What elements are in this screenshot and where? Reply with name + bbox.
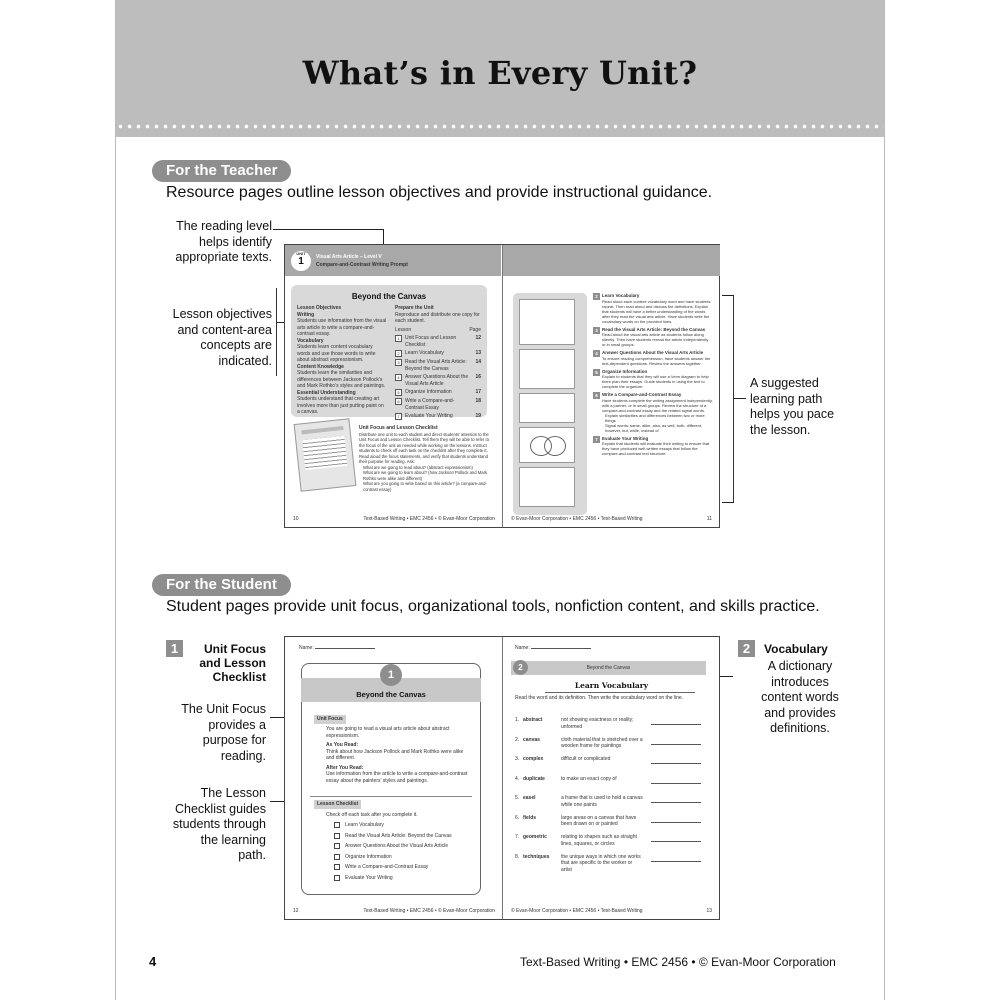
objectives-panel [291,285,487,417]
vocab-definition: a frame that is used to hold a canvas while one paints [561,795,643,808]
step-page: 14 [475,359,481,365]
step-label: Learn Vocabulary [405,350,444,356]
vocab-definition: difficult or complicated [561,756,611,762]
callout-learning-path: A suggested learning path helps you pace the lesson. [750,376,835,437]
bracket-line [733,295,734,503]
learning-step-bullet: Explain similarities and differences between two or more things [605,412,705,423]
objective-label: Writing [297,311,315,318]
objectives-column [297,305,387,416]
callout-number-2: 2 [738,640,755,657]
learning-step [593,436,713,457]
bracket-line [722,295,734,296]
vocab-answer-line[interactable] [651,737,701,745]
vocab-number: 8. [515,853,520,860]
unit-badge-label: UNIT [296,251,306,256]
teacher-subtext: Resource pages outline lesson objectives and provide instructional guidance. [166,184,713,201]
learning-step-title: Learn Vocabulary [602,293,640,298]
after-you-read-text: Use information from the article to write a compare-and-contrast essay about the painters’ styles and paintings. [326,771,468,784]
right-header-band [503,245,720,276]
vocab-row [515,756,711,776]
callout-vocab: A dictionary introduces content words and provides definitions. [761,659,839,735]
essay-thumbnail [519,467,575,507]
vocab-badge: 2 [513,660,528,675]
learning-step-text: Have students complete the writing assignment independently, with a partner, or in small groups. Review the structure of a compare-and-contrast essay and the related signal words. [602,397,713,413]
learning-step-number: 2 [593,293,600,300]
step-number: 3 [395,359,402,366]
vocab-number: 3. [515,756,520,762]
vocab-answer-line[interactable] [651,854,701,862]
vocab-answer-line[interactable] [651,834,701,842]
step-page: 12 [475,335,481,341]
steps-list [395,335,481,420]
checklist-items [334,822,474,885]
callout-objectives: Lesson objectives and content-area concepts are indicated. [172,307,272,368]
lesson-checklist-label: Lesson Checklist [314,800,361,809]
callout-unit-focus: The Unit Focus provides a purpose for reading. [181,702,266,763]
learning-step-title: Evaluate Your Writing [602,435,649,441]
checklist-item [334,843,474,850]
vocab-row [515,776,711,796]
objective-text: Students use information from the visual arts article to write a compare-and-contrast essay. [297,318,387,337]
right-page-number: 11 [706,515,712,522]
vocab-number: 5. [515,795,520,801]
checkbox[interactable] [334,854,340,860]
step-number: 7 [395,413,402,420]
objective-label: Vocabulary [297,337,324,344]
leader-line [734,398,746,399]
callout-vocab-title: Vocabulary [764,642,828,656]
learning-step-title: Organize Information [602,368,648,374]
objective-label: Essential Understanding [297,389,356,396]
vocab-answer-line[interactable] [651,717,701,725]
leader-line [273,229,383,230]
step-label: Unit Focus and Lesson Checklist [405,335,457,348]
step-page: 19 [475,413,481,419]
unit-focus-text: You are going to read a visual arts article about abstract expressionism. [326,726,450,739]
prepare-text: Reproduce and distribute one copy for each student. [395,311,480,324]
step-number: 1 [395,335,402,342]
learning-step-title: Write a Compare-and-Contrast Essay [602,392,682,397]
vocab-definition: the unique ways in which one works that are specific to the worker or artist [561,853,641,873]
unit-focus-label: Unit Focus [314,715,346,724]
step-row [395,389,481,396]
step-label: Organize Information [405,389,452,395]
thumbnails-panel [513,293,587,515]
vocab-answer-line[interactable] [651,756,701,764]
learning-step [593,293,713,324]
student-left-page [285,637,501,919]
step-number: 2 [395,350,402,357]
step-row [395,413,481,420]
step-page: 13 [475,350,481,356]
step1-bullets [359,465,495,493]
step-label: Write a Compare-and-Contrast Essay [405,398,455,411]
vocab-number: 1. [515,717,520,723]
teacher-section-heading: For the Teacher [152,160,291,182]
checklist-intro: Check off each task after you complete it. [326,812,418,818]
prepare-heading: Prepare the Unit [395,305,434,311]
step-row [395,374,481,387]
steps-col-page: Page [469,326,481,333]
callout-number-1: 1 [166,640,183,657]
venn-thumbnail [519,427,575,463]
page-title: What’s in Every Unit? [302,54,698,92]
learning-step-text: Explain to students that they will use a Venn diagram to help them plan their essays. Guide students in using the text to complete the organizer. [602,374,709,389]
step-number: 4 [395,374,402,381]
step-page: 18 [475,398,481,404]
teacher-book-spread [284,244,720,528]
learning-step-number: 5 [593,369,600,376]
vocab-definition: cloth material that is stretched over a wooden frame for paintings [561,736,643,749]
steps-header [395,327,481,334]
step1-block [359,425,495,492]
objectives-heading: Lesson Objectives [297,305,342,311]
checklist-item-label: Organize Information [345,853,392,860]
card-title: Beyond the Canvas [356,690,426,699]
learning-step-text: Read aloud the visual arts article as students follow along silently. Then have students reread the article independently or in small groups. [602,332,709,347]
dotted-divider [116,120,884,132]
vocab-word: complex [523,756,544,762]
unit-badge-number: 1 [298,256,304,267]
name-label [299,645,375,652]
steps-col-lesson: Lesson [395,326,412,333]
student-section-heading: For the Student [152,574,291,596]
bracket-line [276,288,277,376]
lesson-title: Beyond the Canvas [351,292,427,301]
vocab-row [515,795,711,815]
objective-label: Content Knowledge [297,363,344,370]
vocab-number: 2. [515,736,520,743]
lesson-badge: 1 [380,664,402,686]
step-page: 17 [475,389,481,395]
vocab-word: canvas [523,736,540,743]
teacher-left-page [285,245,501,527]
vocab-definition: relating to shapes such as straight lines, squares, or circles [561,834,637,847]
vocab-thumbnail [519,299,575,345]
vocab-banner [511,661,706,675]
step1-bullet: What are we going to read about? (abstract expressionism) [363,464,473,470]
title-banner [116,0,884,137]
vocab-number: 7. [515,834,520,840]
student-right-page [503,637,720,919]
step-label: Read the Visual Arts Article: Beyond the Canvas [405,359,467,372]
step-row [395,398,481,411]
learning-step-text: To ensure reading comprehension, have students answer the text-dependent questions. Review the answers together. [602,355,711,366]
checklist-item-label: Learn Vocabulary [345,822,384,828]
checkbox[interactable] [334,843,340,849]
step-label: Answer Questions About the Visual Arts Article [405,374,469,387]
right-page-footer: © Evan-Moor Corporation • EMC 2456 • Text-Based Writing [511,515,643,522]
unit-header-band [285,245,501,276]
reading-level-label: Visual Arts Article – Level V [316,254,382,260]
vocab-row [515,834,711,854]
unit-badge [291,251,311,271]
callout-reading-level: The reading level helps identify appropriate texts. [175,219,272,264]
callout-unit-focus-title: Unit Focus and Lesson Checklist [199,642,266,684]
vocab-list [515,717,711,873]
step1-bullet: What are you going to write based on this article? (a compare-and-contrast essay) [363,481,487,492]
vocab-row [515,717,711,737]
step1-text2: Read aloud the focus statements, and verify that students understand their purpose for reading. Ask: [359,453,488,464]
objective-text: Students learn the similarities and differences between Jackson Pollock’s and Mark Rothko’s styles and paintings. [297,370,386,389]
student-right-page-number: 13 [706,907,712,914]
checkbox[interactable] [334,833,340,839]
teacher-right-page [503,245,720,527]
vocab-definition: large areas on a canvas that have been drawn on or painted [561,814,637,827]
checklist-item [334,854,474,861]
questions-thumbnail [519,393,575,423]
checklist-item-label: Evaluate Your Writing [345,874,393,881]
vocab-word: abstract [523,717,543,723]
learning-step [593,369,713,390]
prepare-column [395,305,481,420]
name-label-right [515,645,591,652]
student-page-thumbnail [294,418,357,491]
checklist-item-label: Write a Compare-and-Contrast Essay [345,864,429,870]
unit-focus-content [326,726,472,784]
vocab-row [515,854,711,874]
step1-bullet: What are we going to learn about? (how Jackson Pollock and Mark Rothko were alike and different) [363,470,488,481]
student-book-spread [284,636,720,920]
focus-card [301,663,481,895]
step-row [395,359,481,372]
vocab-number: 6. [515,814,520,821]
step-number: 6 [395,398,402,405]
vocab-word: duplicate [523,775,545,782]
vocab-word: techniques [523,853,550,860]
name-label-text: Name: [299,645,314,651]
student-right-page-footer: © Evan-Moor Corporation • EMC 2456 • Text-Based Writing [511,907,643,914]
learning-step-text: Read aloud each content vocabulary word and have students repeat. Then read aloud and discuss the definitions. Explain that students will have a better understanding of the words after they read the visual arts article. Have students write the vocabulary words on the provided lines. [602,298,711,324]
checklist-item-label: Read the Visual Arts Article: Beyond the Canvas [345,832,452,839]
learning-step-bullet: Signal words: same, alike, also, as well, both, different, however, but, while, instead of [605,422,703,433]
objective-text: Students understand that creating art involves more than just putting paint on a canvas. [297,396,384,415]
vocab-definition: not showing exactness or reality; unformed [561,717,634,730]
vocab-answer-line[interactable] [651,815,701,823]
checkbox[interactable] [334,875,340,881]
objectives-list [297,312,387,416]
learning-step-number: 3 [593,327,600,334]
left-page-number: 10 [293,515,299,522]
step-number: 5 [395,389,402,396]
name-label-right-text: Name: [515,645,530,651]
vocab-instructions: Read the word and its definition. Then write the vocabulary word on the line. [515,695,684,701]
learning-step-number: 6 [593,392,600,399]
learning-step [593,327,713,348]
vocab-banner-text: Beyond the Canvas [586,665,631,671]
learning-step [593,350,713,366]
vocab-word: easel [523,795,536,801]
vocab-answer-line[interactable] [651,795,701,803]
vocab-title-rule [545,692,695,693]
vocab-title: Learn Vocabulary [574,681,649,690]
step-row [395,335,481,348]
objective-text: Students learn content vocabulary words and use those words to write about abstract expressionism. [297,344,376,363]
learning-step-title: Read the Visual Arts Article: Beyond the Canvas [602,326,706,332]
student-left-page-number: 12 [293,907,299,914]
page-number: 4 [149,954,157,969]
learning-step-text: Explain that students will evaluate their writing to ensure that they have produced well-written essays that follow the compare-and-contrast text structure. [602,441,710,456]
bracket-line [722,502,734,503]
callout-lesson-checklist: The Lesson Checklist guides students through the learning path. [172,786,266,862]
step-page: 16 [475,374,481,380]
left-page-footer: Text-Based Writing • EMC 2456 • © Evan-Moor Corporation [363,515,495,522]
checkbox[interactable] [334,864,340,870]
checklist-item [334,864,474,871]
learning-step-number: 7 [593,436,600,443]
checklist-item-label: Answer Questions About the Visual Arts Article [345,843,449,849]
learning-step [593,392,713,433]
vocab-word: geometric [523,834,547,840]
checklist-item [334,822,474,829]
step1-heading: Unit Focus and Lesson Checklist [359,425,438,431]
learning-step-number: 4 [593,350,600,357]
step-row [395,350,481,357]
writing-prompt-label: Compare-and-Contrast Writing Prompt [316,262,408,268]
vocab-row [515,737,711,757]
page-footer: Text-Based Writing • EMC 2456 • © Evan-Moor Corporation [520,955,836,969]
card-divider [310,796,472,797]
student-subtext: Student pages provide unit focus, organizational tools, nonfiction content, and skills practice. [166,598,820,615]
checkbox[interactable] [334,822,340,828]
student-left-page-footer: Text-Based Writing • EMC 2456 • © Evan-Moor Corporation [363,907,495,914]
as-you-read-text: Think about how Jackson Pollock and Mark Rothko were alike and different. [326,748,464,761]
vocab-row [515,815,711,835]
checklist-item [334,875,474,882]
vocab-word: fields [523,814,537,821]
step1-text: Distribute one unit to each student and direct students’ attention to the Unit Focus and Lesson Checklist. Tell them they will be able to refer to the focus of the unit as needed while working on the lessons. Instruct students to check off each task on the checklist after they complete it. [359,431,490,453]
learning-path-steps [593,293,713,459]
vocab-definition: to make an exact copy of [561,775,617,782]
step-label: Evaluate Your Writing [405,413,453,419]
checklist-item [334,833,474,840]
article-thumbnail [519,349,575,389]
after-you-read-label: After You Read: [326,764,364,771]
learning-step-title: Answer Questions About the Visual Arts Article [602,350,704,355]
vocab-answer-line[interactable] [651,776,701,784]
as-you-read-label: As You Read: [326,742,359,748]
vocab-number: 4. [515,775,520,782]
